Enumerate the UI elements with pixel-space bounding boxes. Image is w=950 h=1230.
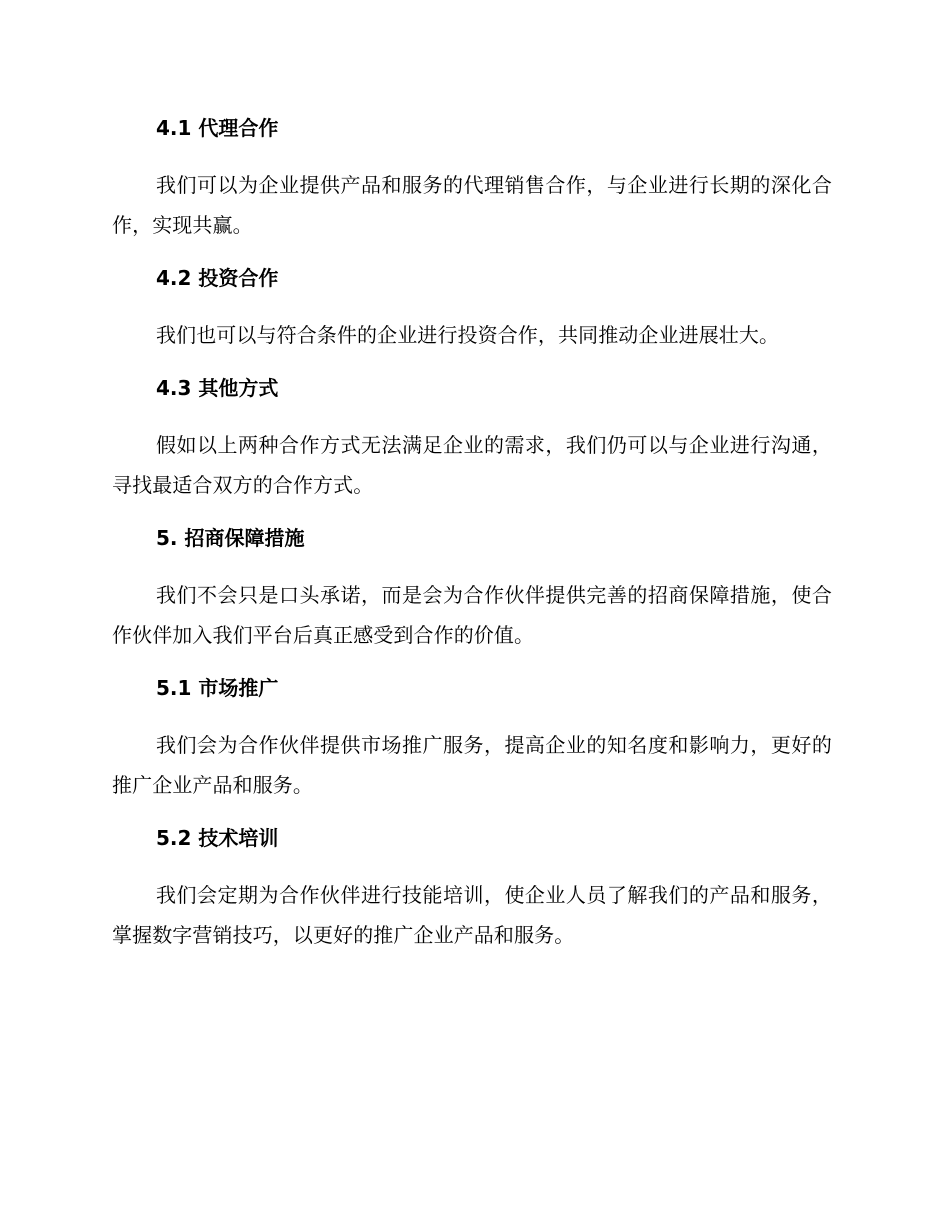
section-heading-4-3: 4.3 其他方式 <box>156 376 279 400</box>
section-heading-5: 5. 招商保障措施 <box>156 526 305 550</box>
section-heading-5-1: 5.1 市场推广 <box>156 676 279 700</box>
section-heading-5-2: 5.2 技术培训 <box>156 826 279 850</box>
section-heading-4-1: 4.1 代理合作 <box>156 116 279 140</box>
section-body-5-2: 我们会定期为合作伙伴进行技能培训，使企业人员了解我们的产品和服务，掌握数字营销技巧，以更好的推广企业产品和服务。 <box>112 883 832 947</box>
section-body-4-3: 假如以上两种合作方式无法满足企业的需求，我们仍可以与企业进行沟通，寻找最适合双方的合作方式。 <box>112 433 832 497</box>
section-body-5-1: 我们会为合作伙伴提供市场推广服务，提高企业的知名度和影响力，更好的推广企业产品和服务。 <box>112 733 832 797</box>
section-body-4-1: 我们可以为企业提供产品和服务的代理销售合作，与企业进行长期的深化合作，实现共赢。 <box>112 173 832 237</box>
section-heading-4-2: 4.2 投资合作 <box>156 266 279 290</box>
document-page <box>112 113 832 955</box>
section-body-5: 我们不会只是口头承诺，而是会为合作伙伴提供完善的招商保障措施，使合作伙伴加入我们平台后真正感受到合作的价值。 <box>112 583 832 647</box>
section-body-4-2: 我们也可以与符合条件的企业进行投资合作，共同推动企业进展壮大。 <box>156 323 780 347</box>
